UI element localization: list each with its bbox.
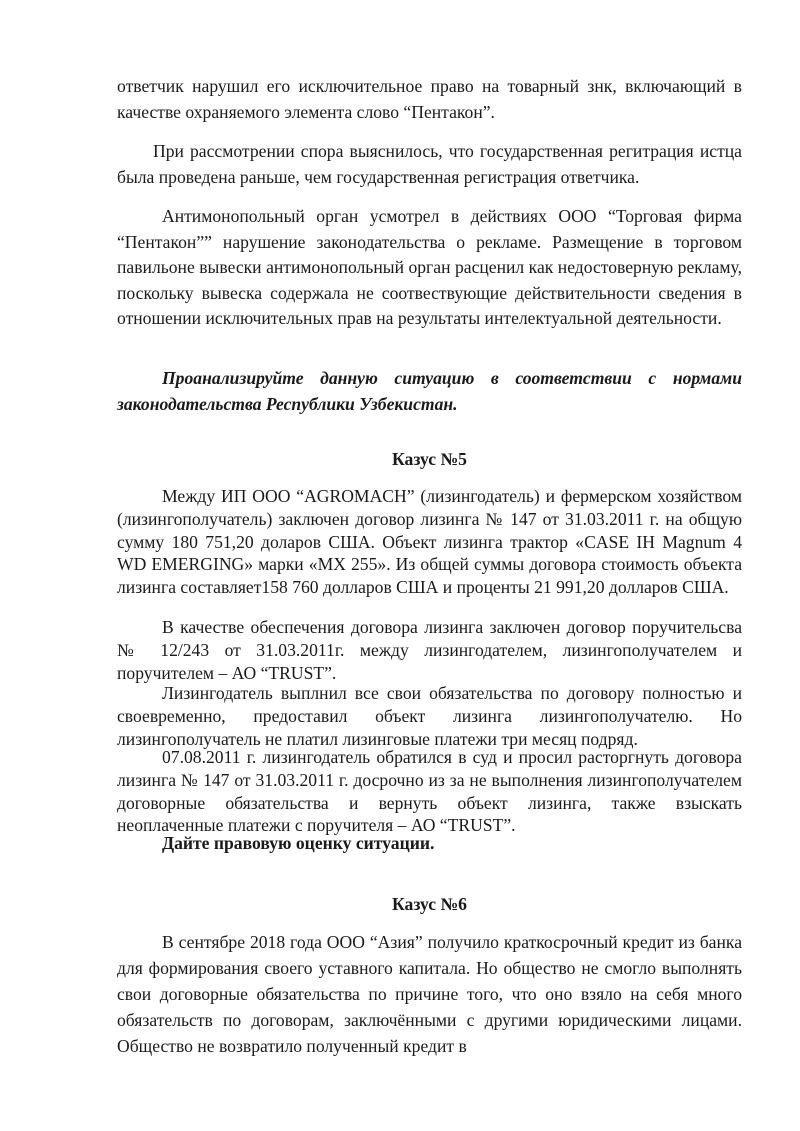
paragraph-antimonopoly: Антимонопольный орган усмотрел в действиях ООО “Торговая фирма “Пентакон”” нарушение законодательства о рекламе. Размещение в торговом павильоне вывески антимонопольный орган расценил как недостоверную рекламу, поскольку вывеска содержала не соотвествующие действительности сведения в отношении исключительных прав на результаты интелектуальной деятельности.: [117, 206, 742, 328]
paragraph-registration: При рассмотрении спора выяснилось, что государственная регитрация истца была проведена раньше, чем государственная регистрация ответчика.: [117, 141, 742, 187]
paragraph-trademark-violation: ответчик нарушил его исключительное право на товарный знк, включающий в качестве охраняемого элемента слово “Пентакон”.: [117, 76, 742, 122]
case-5-paragraph-obligations: Лизингодатель выплнил все свои обязательства по договору полностью и своевременно, предоставил объект лизинга лизингополучателю. Но лизингополучатель не платил лизинговые платежи три месяц подряд.: [117, 683, 742, 749]
instruction-analyze: Проанализируйте данную ситуацию в соответствии с нормами законодательства Республики Узбекистан.: [117, 368, 742, 414]
case-5-paragraph-lease: Между ИП ООО “AGROMACH” (лизингодатель) и фермерском хозяйством (лизингополучатель) заключен договор лизинга № 147 от 31.03.2011 г. на общую сумму 180 751,20 доларов США. Объект лизинга трактор «CASE IH Magnum 4 WD EMERGING» марки «МХ 255». Из общей суммы договора стоимость объекта лизинга составляет158 760 долларов США и проценты 21 991,20 долларов США.: [117, 486, 742, 598]
case-6-title: Казус №6: [392, 894, 467, 914]
case-6-paragraph-credit: В сентябре 2018 года ООО “Азия” получило краткосрочный кредит из банка для формирования своего уставного капитала. Но общество не смогло выполнять свои договорные обязательства по причине того, что оно взяло на себя много обязательств по договорам, заключёнными с другими юридическими лицами. Общество не возвратило полученный кредит в: [117, 932, 742, 1056]
case-5-title: Казус №5: [392, 449, 467, 469]
case-5-instruction: Дайте правовую оценку ситуации.: [162, 833, 435, 853]
case-5-paragraph-court: 07.08.2011 г. лизингодатель обратился в суд и просил расторгнуть договора лизинга № 147 от 31.03.2011 г. досрочно из за не выполнения лизингополучателем договорные обязательства и вернуть объект лизинга, также взыскать неоплаченные платежи с поручителя – АО “TRUST”.: [117, 747, 742, 836]
case-5-paragraph-guarantee: В качестве обеспечения договора лизинга заключен договор поручительсва № 12/243 от 31.03.2011г. между лизингодателем, лизингополучателем и поручителем – АО “TRUST”.: [117, 617, 742, 683]
